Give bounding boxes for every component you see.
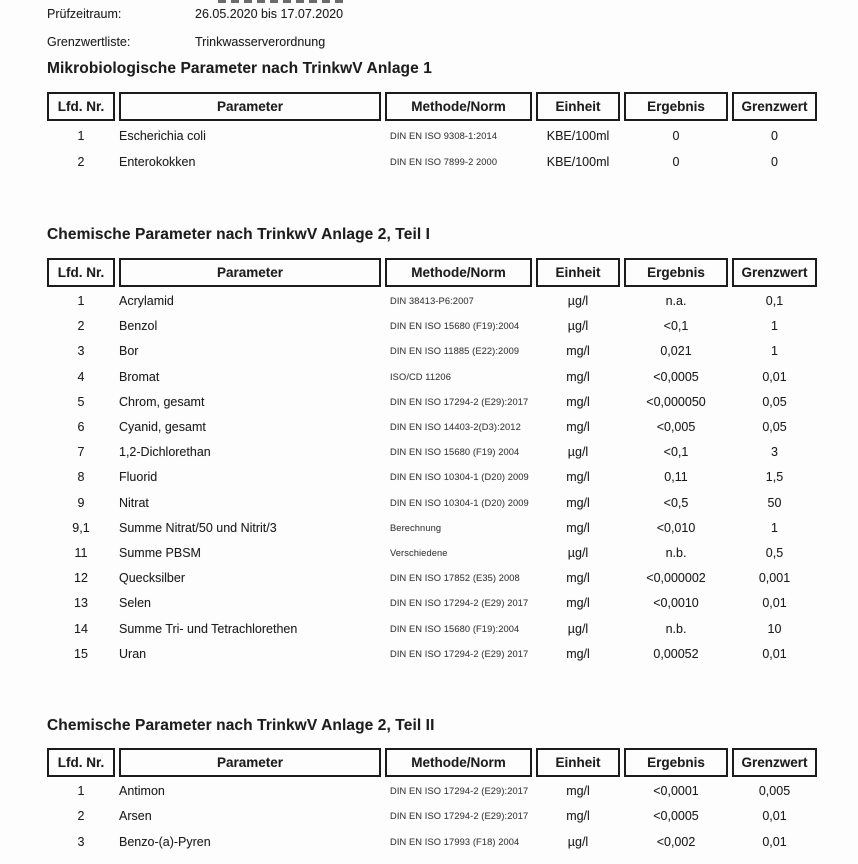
cell-grenzwert: 0,01 — [762, 834, 787, 849]
cell-methode-norm: DIN EN ISO 17294-2 (E29):2017 — [390, 785, 529, 796]
cell-ergebnis: n.b. — [665, 545, 687, 560]
cell-einheit: mg/l — [566, 470, 590, 485]
cell-parameter: Fluorid — [119, 470, 158, 485]
column-header-lfd-nr: Lfd. Nr. — [47, 92, 115, 121]
report-meta — [47, 6, 858, 51]
cell-methode-norm: DIN EN ISO 15680 (F19):2004 — [390, 321, 520, 332]
cell-ergebnis: <0,010 — [656, 520, 696, 535]
table-body — [47, 121, 817, 175]
cell-parameter: Bor — [119, 344, 139, 359]
cell-lfd-nr: 4 — [77, 369, 85, 384]
cell-methode-norm: Berechnung — [390, 522, 442, 533]
meta-value-pruefzeitraum: 26.05.2020 bis 17.07.2020 — [195, 7, 344, 21]
column-header-einheit: Einheit — [536, 258, 620, 287]
table-header-row — [47, 92, 817, 121]
table-row — [47, 616, 817, 641]
table-row — [47, 541, 817, 566]
section-chemische-parameter-teil-1 — [47, 226, 858, 667]
cell-einheit: mg/l — [566, 369, 590, 384]
table-row — [47, 591, 817, 616]
cell-ergebnis: 0,11 — [664, 470, 688, 485]
table-row — [47, 314, 817, 339]
cell-einheit: mg/l — [566, 571, 590, 586]
cell-parameter: 1,2-Dichlorethan — [119, 445, 211, 460]
cell-einheit: KBE/100ml — [546, 128, 610, 143]
section-title: Mikrobiologische Parameter nach TrinkwV Anlage 1 — [47, 60, 432, 77]
table-row — [47, 465, 817, 490]
cell-parameter: Uran — [119, 646, 147, 661]
section-title: Chemische Parameter nach TrinkwV Anlage 2, Teil I — [47, 226, 431, 243]
column-header-methode-norm: Methode/Norm — [385, 92, 532, 121]
cell-methode-norm: Verschiedene — [390, 547, 448, 558]
parameter-table — [47, 92, 817, 175]
cell-grenzwert: 0,01 — [762, 596, 787, 611]
table-header-row — [47, 748, 817, 777]
cell-parameter: Summe PBSM — [119, 545, 201, 560]
cell-grenzwert: 0,1 — [765, 294, 784, 309]
table-header-row — [47, 258, 817, 287]
column-header-ergebnis: Ergebnis — [624, 258, 728, 287]
section-chemische-parameter-teil-2 — [47, 717, 858, 855]
cell-einheit: µg/l — [567, 445, 589, 460]
cell-lfd-nr: 6 — [77, 420, 85, 435]
cell-lfd-nr: 7 — [77, 445, 85, 460]
cell-methode-norm: DIN EN ISO 15680 (F19) 2004 — [390, 447, 520, 458]
cell-grenzwert: 0 — [771, 154, 778, 169]
scan-artifact — [218, 0, 348, 3]
cell-grenzwert: 1,5 — [765, 470, 784, 485]
cell-parameter: Nitrat — [119, 495, 149, 510]
cell-grenzwert: 0,01 — [762, 809, 787, 824]
cell-ergebnis: <0,0010 — [653, 596, 699, 611]
cell-methode-norm: DIN EN ISO 9308-1:2014 — [390, 130, 498, 141]
cell-grenzwert: 1 — [771, 344, 778, 359]
cell-methode-norm: DIN EN ISO 10304-1 (D20) 2009 — [390, 497, 529, 508]
table-row — [47, 642, 817, 667]
cell-ergebnis: n.b. — [665, 621, 687, 636]
cell-ergebnis: <0,1 — [663, 445, 689, 460]
table-row — [47, 123, 817, 149]
column-header-lfd-nr: Lfd. Nr. — [47, 258, 115, 287]
cell-einheit: µg/l — [567, 294, 589, 309]
cell-lfd-nr: 15 — [74, 646, 88, 661]
cell-parameter: Acrylamid — [119, 294, 174, 309]
cell-einheit: mg/l — [566, 596, 590, 611]
cell-einheit: mg/l — [566, 520, 590, 535]
cell-methode-norm: ISO/CD 11206 — [390, 371, 451, 382]
cell-methode-norm: DIN EN ISO 17294-2 (E29):2017 — [390, 811, 529, 822]
cell-grenzwert: 0,005 — [758, 783, 791, 798]
meta-value-grenzwertliste: Trinkwasserverordnung — [195, 35, 326, 49]
table-row — [47, 365, 817, 390]
cell-einheit: mg/l — [566, 809, 590, 824]
cell-lfd-nr: 5 — [77, 394, 85, 409]
cell-grenzwert: 0,05 — [762, 420, 787, 435]
cell-methode-norm: DIN EN ISO 17294-2 (E29) 2017 — [390, 648, 529, 659]
cell-methode-norm: DIN EN ISO 17294-2 (E29) 2017 — [390, 598, 529, 609]
cell-ergebnis: n.a. — [665, 294, 687, 309]
cell-einheit: mg/l — [566, 420, 590, 435]
cell-lfd-nr: 2 — [77, 154, 85, 169]
table-row — [47, 339, 817, 364]
cell-grenzwert: 1 — [771, 520, 778, 535]
cell-einheit: µg/l — [567, 319, 589, 334]
cell-methode-norm: DIN EN ISO 15680 (F19):2004 — [390, 623, 520, 634]
cell-grenzwert: 0,01 — [762, 369, 787, 384]
cell-lfd-nr: 8 — [77, 470, 85, 485]
table-row — [47, 804, 817, 829]
table-body — [47, 777, 817, 855]
cell-lfd-nr: 3 — [77, 344, 85, 359]
column-header-einheit: Einheit — [536, 748, 620, 777]
cell-einheit: µg/l — [567, 834, 589, 849]
cell-grenzwert: 0 — [771, 128, 778, 143]
cell-lfd-nr: 2 — [77, 809, 85, 824]
cell-ergebnis: <0,1 — [663, 319, 689, 334]
cell-ergebnis: 0,021 — [660, 344, 692, 359]
cell-parameter: Summe Nitrat/50 und Nitrit/3 — [119, 520, 277, 535]
meta-label-grenzwertliste: Grenzwertliste: — [47, 35, 131, 49]
table-row — [47, 289, 817, 314]
cell-lfd-nr: 12 — [74, 571, 88, 586]
cell-parameter: Benzo-(a)-Pyren — [119, 834, 211, 849]
parameter-table — [47, 258, 817, 667]
cell-ergebnis: 0,00052 — [653, 646, 699, 661]
cell-lfd-nr: 14 — [74, 621, 88, 636]
table-body — [47, 287, 817, 667]
cell-einheit: µg/l — [567, 545, 589, 560]
cell-lfd-nr: 3 — [77, 834, 85, 849]
cell-methode-norm: DIN EN ISO 10304-1 (D20) 2009 — [390, 472, 529, 483]
cell-lfd-nr: 9 — [77, 495, 85, 510]
column-header-methode-norm: Methode/Norm — [385, 258, 532, 287]
cell-lfd-nr: 2 — [77, 319, 85, 334]
meta-row-grenzwertliste — [47, 34, 858, 51]
cell-ergebnis: <0,0005 — [653, 369, 699, 384]
column-header-ergebnis: Ergebnis — [624, 748, 728, 777]
table-row — [47, 779, 817, 804]
section-title: Chemische Parameter nach TrinkwV Anlage 2, Teil II — [47, 716, 435, 734]
cell-parameter: Chrom, gesamt — [119, 394, 205, 409]
cell-grenzwert: 0,01 — [762, 646, 787, 661]
column-header-parameter: Parameter — [119, 258, 381, 287]
table-row — [47, 516, 817, 541]
cell-ergebnis: <0,005 — [656, 420, 696, 435]
cell-methode-norm: DIN EN ISO 17993 (F18) 2004 — [390, 836, 520, 847]
cell-ergebnis: <0,000050 — [646, 394, 706, 409]
cell-parameter: Cyanid, gesamt — [119, 420, 206, 435]
meta-label-pruefzeitraum: Prüfzeitraum: — [47, 7, 122, 21]
cell-einheit: µg/l — [567, 621, 589, 636]
cell-methode-norm: DIN EN ISO 14403-2(D3):2012 — [390, 422, 521, 433]
cell-methode-norm: DIN EN ISO 7899-2 2000 — [390, 156, 498, 167]
cell-grenzwert: 10 — [767, 621, 782, 636]
cell-grenzwert: 0,001 — [758, 571, 791, 586]
cell-methode-norm: DIN EN ISO 17294-2 (E29):2017 — [390, 396, 529, 407]
cell-einheit: mg/l — [566, 344, 590, 359]
column-header-grenzwert: Grenzwert — [732, 258, 817, 287]
meta-row-pruefzeitraum — [47, 6, 858, 23]
cell-grenzwert: 50 — [767, 495, 782, 510]
cell-einheit: mg/l — [566, 394, 590, 409]
column-header-grenzwert: Grenzwert — [732, 748, 817, 777]
cell-lfd-nr: 11 — [74, 545, 88, 560]
column-header-lfd-nr: Lfd. Nr. — [47, 748, 115, 777]
cell-methode-norm: DIN EN ISO 17852 (E35) 2008 — [390, 573, 520, 584]
section-mikrobiologische-parameter — [47, 60, 858, 175]
cell-ergebnis: 0 — [672, 128, 680, 143]
cell-lfd-nr: 1 — [77, 128, 85, 143]
cell-lfd-nr: 1 — [77, 294, 85, 309]
column-header-grenzwert: Grenzwert — [732, 92, 817, 121]
cell-einheit: mg/l — [566, 783, 590, 798]
cell-parameter: Quecksilber — [119, 571, 185, 586]
column-header-einheit: Einheit — [536, 92, 620, 121]
table-row — [47, 149, 817, 175]
table-row — [47, 390, 817, 415]
cell-parameter: Summe Tri- und Tetrachlorethen — [119, 621, 298, 636]
cell-ergebnis: <0,0005 — [653, 809, 699, 824]
cell-parameter: Enterokokken — [119, 154, 196, 169]
cell-einheit: mg/l — [566, 495, 590, 510]
cell-grenzwert: 0,5 — [765, 545, 784, 560]
table-row — [47, 440, 817, 465]
cell-lfd-nr: 1 — [77, 783, 85, 798]
cell-methode-norm: DIN 38413-P6:2007 — [390, 296, 474, 307]
cell-lfd-nr: 13 — [74, 596, 88, 611]
column-header-parameter: Parameter — [119, 92, 381, 121]
cell-grenzwert: 3 — [771, 445, 778, 460]
cell-parameter: Selen — [119, 596, 151, 611]
table-row — [47, 566, 817, 591]
cell-ergebnis: <0,000002 — [646, 571, 706, 586]
cell-parameter: Arsen — [119, 809, 152, 824]
cell-ergebnis: <0,002 — [656, 834, 696, 849]
cell-parameter: Antimon — [119, 783, 165, 798]
cell-parameter: Bromat — [119, 369, 160, 384]
column-header-methode-norm: Methode/Norm — [385, 748, 532, 777]
table-row — [47, 829, 817, 854]
cell-ergebnis: 0 — [672, 154, 680, 169]
cell-parameter: Escherichia coli — [119, 128, 206, 143]
cell-einheit: mg/l — [566, 646, 590, 661]
cell-parameter: Benzol — [119, 319, 158, 334]
cell-methode-norm: DIN EN ISO 11885 (E22):2009 — [390, 346, 520, 357]
cell-einheit: KBE/100ml — [546, 154, 610, 169]
table-row — [47, 491, 817, 516]
cell-ergebnis: <0,0001 — [653, 783, 699, 798]
column-header-ergebnis: Ergebnis — [624, 92, 728, 121]
column-header-parameter: Parameter — [119, 748, 381, 777]
parameter-table — [47, 748, 817, 855]
cell-ergebnis: <0,5 — [663, 495, 689, 510]
cell-lfd-nr: 9,1 — [72, 520, 90, 535]
cell-grenzwert: 1 — [771, 319, 778, 334]
cell-grenzwert: 0,05 — [762, 394, 787, 409]
table-row — [47, 415, 817, 440]
